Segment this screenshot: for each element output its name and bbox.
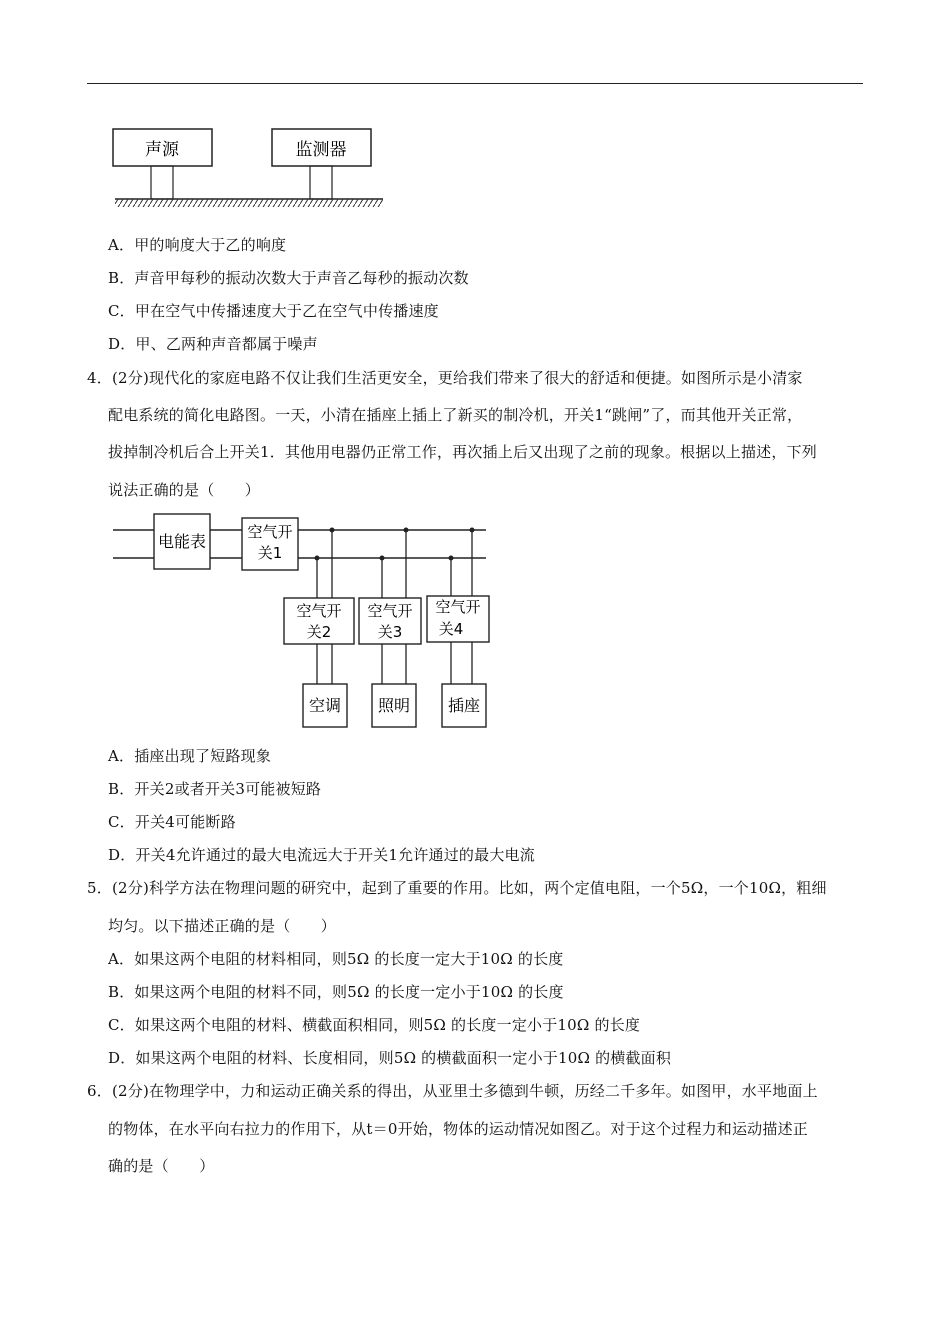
source-label: 声源	[145, 140, 179, 160]
switch-3-label-1: 空气开	[367, 602, 413, 620]
q5-option-b: B．如果这两个电阻的材料不同，则5Ω 的长度一定小于10Ω 的长度	[108, 983, 564, 1001]
switch-2-label-2: 关2	[306, 623, 332, 641]
circuit-figure	[110, 508, 500, 733]
ground-hatch	[115, 199, 383, 207]
q6-stem-line-3: 确的是（ ）	[108, 1157, 215, 1175]
q6-stem-line-1: 6．(2分)在物理学中，力和运动正确关系的得出，从亚里士多德到牛顿，历经二千多年。如图甲，水平地面上	[87, 1082, 818, 1100]
load-lighting-label: 照明	[377, 696, 411, 715]
q3-option-c: C．甲在空气中传播速度大于乙在空气中传播速度	[108, 302, 439, 320]
sound-figure	[110, 124, 390, 212]
load-aircon-label: 空调	[308, 696, 342, 715]
q5-stem-line-1: 5．(2分)科学方法在物理问题的研究中，起到了重要的作用。比如，两个定值电阻，一个5Ω，一个10Ω，粗细	[87, 879, 827, 897]
switch-4-label-2: 关4	[438, 620, 464, 638]
q5-option-d: D．如果这两个电阻的材料、长度相同，则5Ω 的横截面积一定小于10Ω 的横截面积	[108, 1049, 672, 1067]
q5-option-c: C．如果这两个电阻的材料、横截面积相同，则5Ω 的长度一定小于10Ω 的长度	[108, 1016, 641, 1034]
main-switch-label-2: 关1	[257, 544, 283, 562]
q4-stem-line-2: 配电系统的简化电路图。一天，小清在插座上插上了新买的制冷机，开关1“跳闸”了，而其他开关正常，	[108, 406, 803, 424]
meter-label: 电能表	[157, 532, 207, 551]
q5-stem-line-2: 均匀。以下描述正确的是（ ）	[108, 917, 337, 935]
q4-stem-line-4: 说法正确的是（ ）	[108, 481, 261, 499]
q6-stem-line-2: 的物体，在水平向右拉力的作用下，从t＝0开始，物体的运动情况如图乙。对于这个过程力和运动描述正	[108, 1120, 808, 1138]
header-rule	[87, 83, 863, 84]
switch-4-label-1: 空气开	[435, 598, 481, 616]
detector-stand	[310, 166, 332, 199]
q4-option-a: A．插座出现了短路现象	[108, 747, 272, 765]
switch-2-label-1: 空气开	[296, 602, 342, 620]
switch-3-label-2: 关3	[377, 623, 403, 641]
q3-option-d: D．甲、乙两种声音都属于噪声	[108, 335, 318, 353]
q3-option-b: B．声音甲每秒的振动次数大于声音乙每秒的振动次数	[108, 269, 469, 287]
load-socket-label: 插座	[447, 696, 481, 715]
q4-stem-line-1: 4．(2分)现代化的家庭电路不仅让我们生活更安全，更给我们带来了很大的舒适和便捷。如图所示是小清家	[87, 369, 803, 387]
q4-option-c: C．开关4可能断路	[108, 813, 236, 831]
q5-option-a: A．如果这两个电阻的材料相同，则5Ω 的长度一定大于10Ω 的长度	[108, 950, 564, 968]
q4-option-b: B．开关2或者开关3可能被短路	[108, 780, 322, 798]
q4-option-d: D．开关4允许通过的最大电流远大于开关1允许通过的最大电流	[108, 846, 535, 864]
q3-option-a: A．甲的响度大于乙的响度	[108, 236, 287, 254]
main-switch-label-1: 空气开	[247, 523, 293, 541]
source-stand-left	[151, 166, 173, 199]
q4-stem-line-3: 拔掉制冷机后合上开关1．其他用电器仍正常工作，再次插上后又出现了之前的现象。根据以上描述，下列	[108, 443, 817, 461]
detector-label: 监测器	[295, 140, 347, 160]
